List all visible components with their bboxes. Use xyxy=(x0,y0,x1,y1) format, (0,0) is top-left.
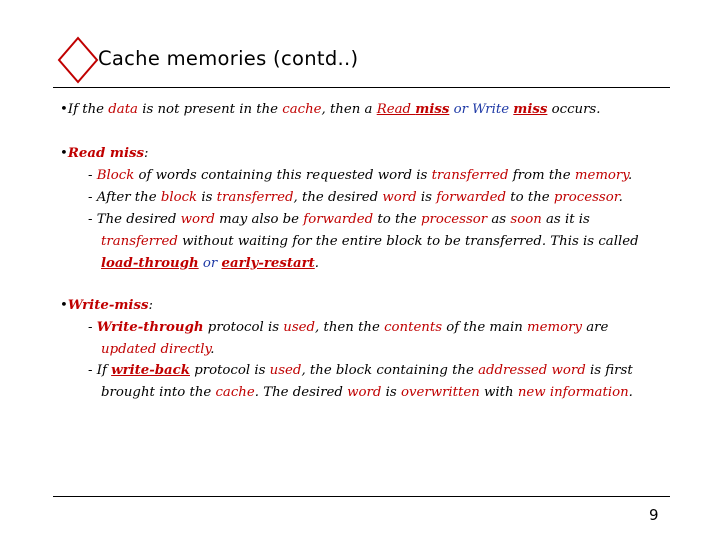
keyword: load-through xyxy=(101,256,199,271)
write-miss-line-4 xyxy=(101,384,633,402)
bullet: • xyxy=(60,102,68,117)
text: of words containing this requested word is xyxy=(134,168,432,183)
keyword: transferred xyxy=(101,234,178,249)
keyword: used xyxy=(269,363,302,378)
keyword: Block xyxy=(96,168,135,183)
text: is xyxy=(416,190,437,205)
keyword: addressed word xyxy=(478,363,586,378)
text: - xyxy=(88,320,97,335)
section-heading: Write-miss xyxy=(67,298,149,313)
read-miss-line-4 xyxy=(101,233,639,251)
title-divider xyxy=(53,87,670,88)
text: . xyxy=(628,385,633,400)
write-miss-line-1 xyxy=(88,319,608,337)
keyword: used xyxy=(283,320,316,335)
text: - The desired xyxy=(88,212,181,227)
text: protocol is xyxy=(203,320,284,335)
text: - After the xyxy=(88,190,161,205)
slide-title: Cache memories (contd..) xyxy=(98,47,359,70)
keyword: memory xyxy=(527,320,582,335)
text: to the xyxy=(373,212,421,227)
text: as xyxy=(487,212,511,227)
keyword: miss xyxy=(513,102,548,117)
keyword: memory xyxy=(574,168,629,183)
text: . The desired xyxy=(254,385,348,400)
keyword: word xyxy=(382,190,417,205)
page-number: 9 xyxy=(649,506,659,524)
text: is xyxy=(381,385,401,400)
text: . xyxy=(618,190,623,205)
text: protocol is xyxy=(189,363,270,378)
text: , the block containing the xyxy=(301,363,479,378)
text: , the desired xyxy=(293,190,383,205)
footer-divider xyxy=(53,496,670,497)
keyword: soon xyxy=(510,212,542,227)
intro-bullet xyxy=(60,101,601,119)
keyword: forwarded xyxy=(436,190,507,205)
bullet: • xyxy=(60,298,68,313)
keyword: overwritten xyxy=(400,385,480,400)
text: . xyxy=(628,168,633,183)
read-miss-line-3 xyxy=(88,211,590,229)
text: : xyxy=(144,146,149,161)
keyword: Read xyxy=(376,102,416,117)
text: of the main xyxy=(442,320,528,335)
text: , then the xyxy=(315,320,385,335)
section-heading: Read miss xyxy=(67,146,144,161)
write-miss-heading xyxy=(60,297,153,315)
keyword: Write-through xyxy=(96,320,204,335)
read-miss-line-5 xyxy=(101,255,319,273)
text: as it is xyxy=(541,212,590,227)
keyword: processor xyxy=(420,212,488,227)
text: . xyxy=(210,342,215,357)
text: occurs. xyxy=(547,102,601,117)
keyword: cache xyxy=(282,102,322,117)
red-diamond-icon xyxy=(56,36,100,84)
keyword: updated directly xyxy=(101,342,211,357)
keyword: transferred xyxy=(431,168,509,183)
keyword: forwarded xyxy=(303,212,374,227)
write-miss-line-2 xyxy=(101,341,214,359)
keyword: transferred xyxy=(216,190,294,205)
keyword: early-restart xyxy=(221,256,315,271)
keyword: miss xyxy=(415,102,450,117)
keyword: word xyxy=(347,385,382,400)
text: brought into the xyxy=(101,385,216,400)
read-miss-heading xyxy=(60,145,148,163)
keyword: processor xyxy=(553,190,619,205)
keyword: contents xyxy=(384,320,443,335)
text: is xyxy=(197,190,217,205)
keyword: data xyxy=(108,102,138,117)
text: from the xyxy=(508,168,575,183)
text: is first xyxy=(585,363,633,378)
read-miss-line-1 xyxy=(88,167,632,185)
text: - xyxy=(88,168,97,183)
text: to the xyxy=(506,190,554,205)
keyword: block xyxy=(160,190,198,205)
text: or xyxy=(198,256,222,271)
keyword: write-back xyxy=(111,363,190,378)
text: . xyxy=(314,256,319,271)
text: - If xyxy=(88,363,112,378)
text: or xyxy=(449,102,473,117)
text: is not present in the xyxy=(137,102,283,117)
bullet: • xyxy=(60,146,68,161)
text: may also be xyxy=(214,212,304,227)
read-miss-line-2 xyxy=(88,189,623,207)
text: , then a xyxy=(321,102,377,117)
text: with xyxy=(479,385,518,400)
write-miss-line-3 xyxy=(88,362,633,380)
text: If the xyxy=(67,102,109,117)
keyword: Write xyxy=(472,102,514,117)
keyword: word xyxy=(180,212,215,227)
text: are xyxy=(581,320,609,335)
keyword: cache xyxy=(215,385,255,400)
text: without waiting for the entire block to be transferred. This is called xyxy=(177,234,639,249)
text: : xyxy=(148,298,153,313)
keyword: new information xyxy=(517,385,629,400)
